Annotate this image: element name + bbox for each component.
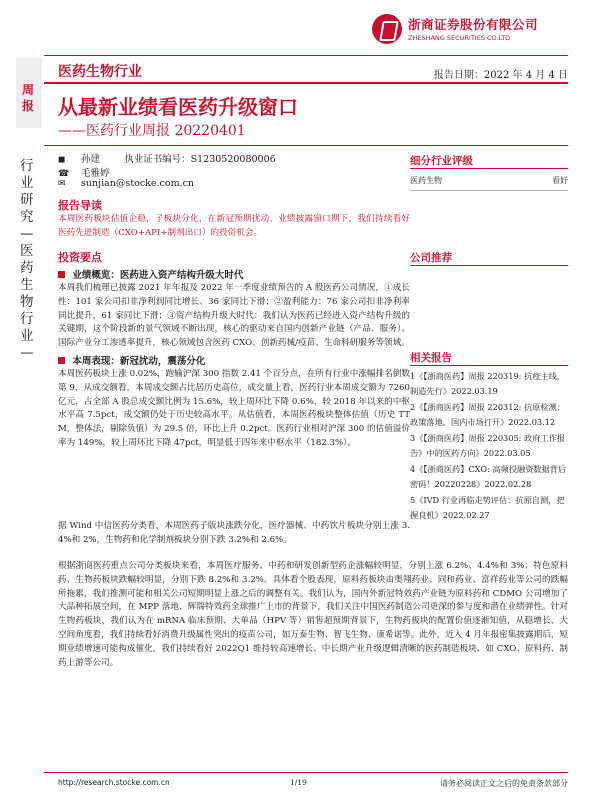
related-report-2[interactable]: 2《【浙商医药】周报 220312: 抗原检测：政策落地，国内市场打开》2022.03.12 [410,402,565,427]
page-number: 1/19 [290,778,307,787]
related-report-4[interactable]: 4《【浙商医药】CXO: 高频投融资数据背后密码！20220228》2022.02.28 [410,464,567,489]
item1-text: 本周我们梳理已披露 2021 年年报及 2022 年一季度业绩预告的 A 股医药公司情况，①成长性：101 家公司扣非净利润同比增长、36 家同比下滑；②盈利能力：76 家公司扣非净利率同比提升，61 家同比下滑；③资产结构升级大时代：我们认为医药已经进入资产结构升级的关键期，这个阶段新的景气领域不断出现，核心的驱动来自国内创新产业链（产品、服务）、国际产业分工渗透率提升，核心领域包含医药 CXO、创新药械/疫苗、生命科研服务等领域。 [58,283,410,349]
report-title: 从最新业绩看医药升级窗口 [58,95,298,119]
related-report-1[interactable]: 1《【浙商医药】周报 220319: 抗疫主线，制造先行》2022.03.19 [410,371,565,396]
analyst-row-2 [58,165,110,179]
item2-title-row [58,353,205,367]
related-heading: 相关报告 [410,352,452,364]
company-logo [372,12,568,48]
email-icon: ✉ [58,179,66,189]
email-row [58,178,194,189]
item2-text2: 据 Wind 中信医药分类看，本周医药子版块涨跌分化，医疗器械、中药饮片板块分别上涨 3.4%和 2%，生物药和化学制剂板块分别下跌 3.2%和 2.6%。 [58,521,410,545]
bullet-icon [58,357,65,364]
logo-icon [372,14,402,44]
item2-text: 本周医药板块上涨 0.02%，跑输沪深 300 指数 2.41 个百分点，在所有行业中涨幅排名倒数第 9，从成交额看，本周成交额占比居历史高位，成交量上看，医药行业本周成交额为 7260 亿元，占全部 A 股总成交额比例为 15.6%，较上周环比下降 0.6%，较 2018 年以来的中枢水平高 7.5pct，成交额仍处于历史较高水平。从估值看，本周医药板块整体估值（历史 TTM，整体法，剔除负值）为 29.5 倍，环比上升 0.2pct。医药行业相对沪深 300 的估值溢价率为 149%，较上周环比下降 47pct，明显低于四年来中枢水平（182.3%）。 [58,369,410,448]
footer-disclaimer: 请务必阅读正文之后的免责条款部分 [440,779,568,788]
header-divider [44,55,568,56]
company-name-cn: 浙商证券股份有限公司 [408,17,539,32]
analyst-icon: ◼ [58,155,66,165]
guide-text: 本周医药板块估值企稳，子板块分化，在新冠预期扰动、业绩披露窗口期下，我们持续看好医药先进制造（CXO+API+制剂出口）的投资机会。 [58,214,410,238]
analyst-cert: 执业证书编号：S1230520080006 [124,154,276,165]
vertical-side-label: 行业研究—医药生物行业— [20,158,34,361]
related-report-5[interactable]: 5《IVD 行业再临走势评估：抗原自测，把握良机》2022.02.27 [410,495,565,520]
rating-sector: 医药生物 [410,176,442,185]
bullet-icon [58,271,65,278]
item2-title: 本周表现：新冠扰动，震荡分化 [72,356,206,367]
item1-title: 业绩概览：医药进入资产结构升级大时代 [72,270,244,281]
title-divider [44,145,568,146]
report-subtitle: ——医药行业周报 20220401 [58,123,246,139]
header-divider-bold [44,82,568,84]
item1-title-row [58,267,243,281]
industry-label: 医药生物行业 [58,64,142,80]
analyst-name-2: 毛雅婷 [81,168,110,179]
related-divider [410,365,568,366]
guide-heading: 报告导读 [58,199,102,212]
analyst-email[interactable]: sunjian@stocke.com.cn [81,178,195,189]
analyst-row [58,151,276,165]
footer-url[interactable]: http://research.stocke.com.cn [58,778,170,787]
rating-heading: 细分行业评级 [410,155,473,167]
rating-value: 看好 [552,176,568,185]
phone-icon: ☎ [58,169,70,179]
recommend-divider [410,265,568,266]
related-report-3[interactable]: 3《【浙商医药】周报 220305: 政府工作报告》中的医药方向》2022.03.05 [410,433,565,458]
rating-divider [410,168,568,169]
item2-text3: 根据浙商医药重点公司分类板块来看，本周医疗服务、中药和研发创新型药企涨幅较明显，分别上涨 6.2%、4.4%和 3%；特色原料药、生物药板块跌幅较明显，分别下跌 8.2%和 3.2%。具体看个股表现，原料药板块由奥翔药业、同和药业、富祥药业等公司的跌幅所拖累，我们推测可能和相关公司短期明显上涨之后的调整有关。我们认为，国内外新冠特效药产业链为原料药和 CDMO 公司增加了大品种拓展空间，在 MPP 落地、辉瑞特效药全球推广上市的背景下，我们关注中国医药制造公司更深的参与度和潜在业绩弹性。针对生物药板块，我们认为在 mRNA 临床预期、大单品（HPV 等）销售超预期背景下，生物药板块的配置价值逐渐知值，从稳增长、大空间角度看，我们持续看好消费升级属性突出的疫苗公司，如万泰生物、智飞生物、康希诺等。此外，近入 4 月年报密集披露期后，短期业绩增速可能构成催化，我们持续看好 2022Q1 维持较高速增长、中长期产业升级逻辑清晰的医药制造板块、如 CXO、原料药、制药上游等公司。 [58,561,568,668]
report-date: 报告日期：2022 年 4 月 4 日 [433,70,568,81]
points-heading: 投资要点 [58,251,102,264]
recommend-heading: 公司推荐 [410,252,452,264]
rating-row [410,175,568,186]
footer-divider [44,772,568,773]
rating-divider-bottom [410,190,568,191]
analyst-name: 孙建 [81,154,101,165]
report-type-label: 周报 [22,83,35,113]
company-name-en: ZHESHANG SECURITIES CO.LTD [408,34,511,42]
